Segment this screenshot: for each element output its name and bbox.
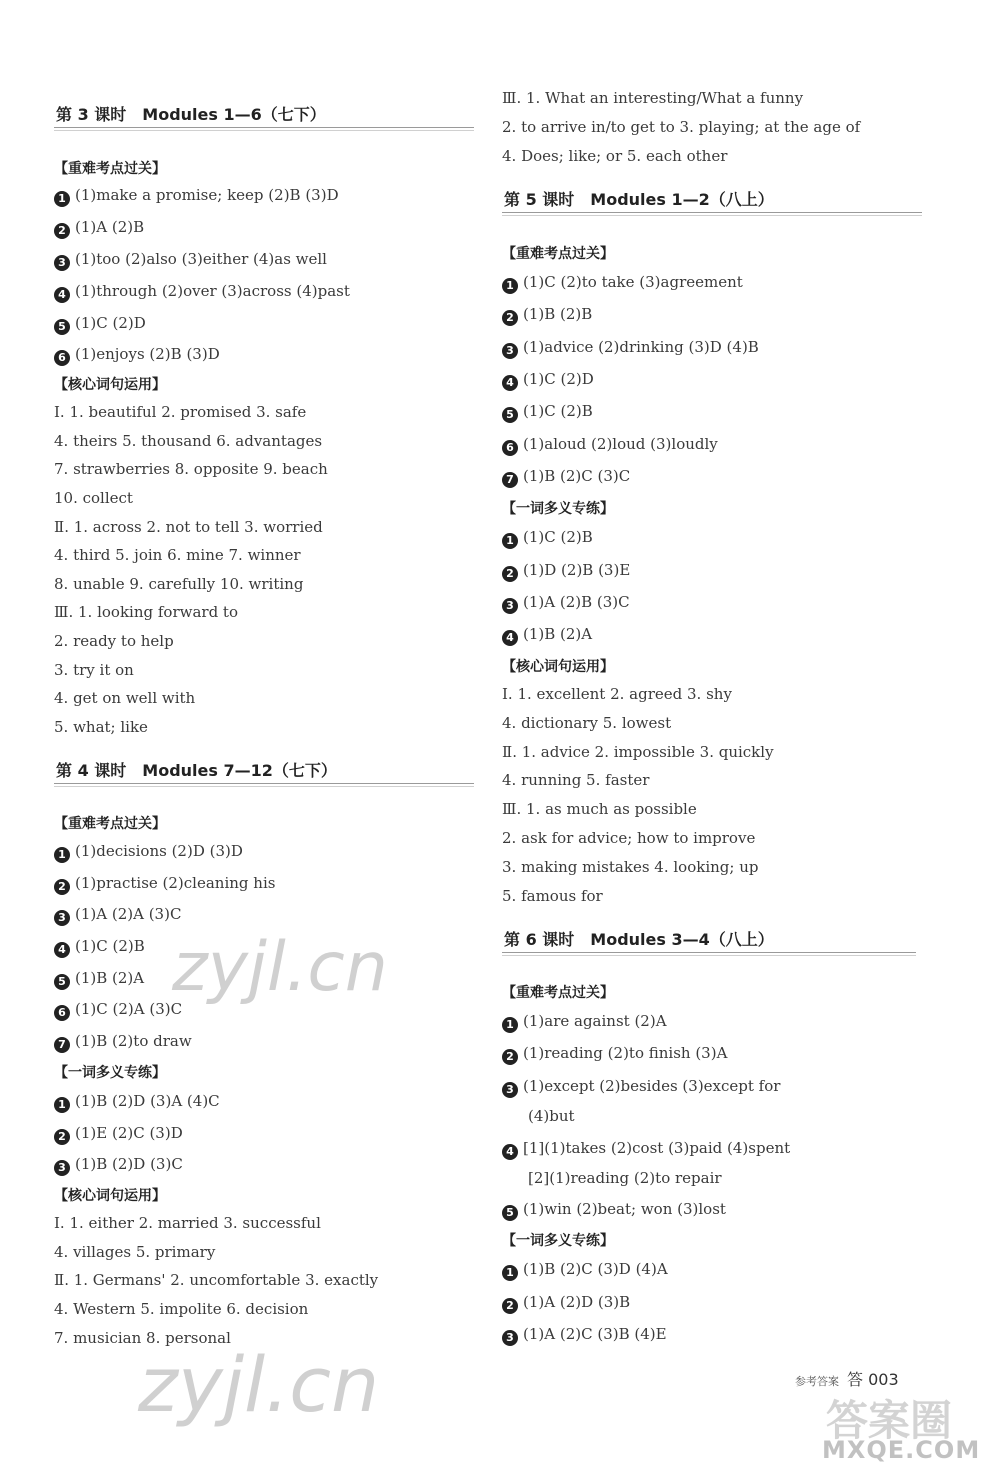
lesson4-modules: Modules 7—12（七下）	[142, 761, 337, 780]
list-item	[54, 968, 144, 990]
item-text: (1)make a promise; keep (2)B (3)D	[75, 186, 339, 204]
item-number-badge: 4	[54, 287, 70, 303]
item-number-badge: 4	[502, 375, 518, 391]
item-text: (1)win (2)beat; won (3)lost	[523, 1200, 726, 1218]
item-number-badge: 6	[54, 1005, 70, 1021]
lesson3-title: 第 3 课时	[56, 105, 127, 124]
text-line: 3. try it on	[54, 661, 134, 679]
list-item	[502, 401, 593, 423]
item-text: (1)practise (2)cleaning his	[75, 874, 276, 892]
lesson4-heading	[56, 758, 337, 781]
list-item	[54, 1154, 183, 1176]
text-line: 7. musician 8. personal	[54, 1329, 231, 1347]
item-text: (1)A (2)B (3)C	[523, 593, 630, 611]
item-text: (1)decisions (2)D (3)D	[75, 842, 243, 860]
item-number-badge: 3	[54, 1160, 70, 1176]
list-item	[502, 1011, 667, 1033]
list-item	[502, 337, 759, 359]
item-text: (1)B (2)D (3)C	[75, 1155, 183, 1173]
list-item	[502, 466, 630, 488]
text-line: 5. what; like	[54, 718, 148, 736]
list-item	[502, 434, 718, 456]
text-line: Ⅲ. 1. looking forward to	[54, 603, 238, 621]
text-line: 4. theirs 5. thousand 6. advantages	[54, 432, 323, 450]
list-item	[502, 369, 594, 391]
item-number-badge: 2	[54, 879, 70, 895]
item-text: (1)C (2)to take (3)agreement	[523, 273, 743, 291]
item-text: (1)B (2)A	[523, 625, 593, 643]
item-text: (1)A (2)B	[75, 218, 145, 236]
item-text: (1)A (2)D (3)B	[523, 1293, 631, 1311]
item-number-badge: 2	[502, 566, 518, 582]
text-line: Ⅰ. 1. beautiful 2. promised 3. safe	[54, 403, 307, 421]
list-item	[54, 344, 220, 366]
list-item-continuation: [2](1)reading (2)to repair	[528, 1169, 722, 1187]
list-item	[54, 217, 144, 239]
item-number-badge: 5	[502, 407, 518, 423]
item-number-badge: 3	[502, 343, 518, 359]
text-line: 4. third 5. join 6. mine 7. winner	[54, 546, 301, 564]
list-item	[502, 1138, 790, 1160]
text-line: 8. unable 9. carefully 10. writing	[54, 575, 304, 593]
section-label: 【重难考点过关】	[502, 985, 614, 1001]
item-number-badge: 6	[54, 350, 70, 366]
lesson5-title: 第 5 课时	[504, 190, 575, 209]
text-line: Ⅱ. 1. Germans' 2. uncomfortable 3. exactly	[54, 1271, 379, 1289]
text-line: 2. to arrive in/to get to 3. playing; at the age of	[502, 118, 861, 136]
lesson4-rule	[54, 783, 474, 784]
item-number-badge: 1	[502, 1017, 518, 1033]
item-number-badge: 1	[54, 847, 70, 863]
watermark-text: zyjl.cn	[172, 928, 388, 1007]
list-item	[54, 873, 275, 895]
section-label: 【一词多义专练】	[502, 501, 614, 517]
section-label: 【核心词句运用】	[502, 659, 614, 675]
list-item	[502, 1076, 780, 1098]
lesson5-rule-thin	[502, 215, 922, 216]
item-text: (1)E (2)C (3)D	[75, 1124, 183, 1142]
list-item	[502, 527, 593, 549]
lesson3-modules: Modules 1—6（七下）	[142, 105, 326, 124]
lesson5-heading	[504, 187, 774, 210]
list-item	[502, 272, 743, 294]
item-number-badge: 2	[502, 1049, 518, 1065]
list-item	[502, 560, 630, 582]
text-line: 4. Does; like; or 5. each other	[502, 147, 728, 165]
item-text: (1)through (2)over (3)across (4)past	[75, 282, 350, 300]
list-item	[502, 592, 630, 614]
list-item	[502, 1043, 727, 1065]
text-line: Ⅰ. 1. excellent 2. agreed 3. shy	[502, 685, 732, 703]
item-text: (1)D (2)B (3)E	[523, 561, 631, 579]
section-label: 【重难考点过关】	[502, 246, 614, 262]
lesson6-title: 第 6 课时	[504, 930, 575, 949]
lesson5-modules: Modules 1—2（八上）	[590, 190, 774, 209]
list-item	[54, 1091, 220, 1113]
section-label: 【核心词句运用】	[54, 1188, 166, 1204]
section-label: 【一词多义专练】	[502, 1233, 614, 1249]
lesson3-rule-thin	[54, 130, 474, 131]
list-item	[502, 1199, 726, 1221]
item-number-badge: 4	[54, 942, 70, 958]
item-number-badge: 6	[502, 440, 518, 456]
list-item	[502, 1259, 668, 1281]
list-item	[54, 936, 145, 958]
item-text: (1)C (2)A (3)C	[75, 1000, 183, 1018]
item-number-badge: 7	[54, 1037, 70, 1053]
lesson6-heading	[504, 927, 774, 950]
text-line: 2. ask for advice; how to improve	[502, 829, 756, 847]
page-footer	[795, 1367, 899, 1390]
list-item	[54, 281, 350, 303]
list-item	[502, 624, 592, 646]
lesson3-rule	[54, 127, 474, 128]
list-item	[54, 185, 339, 207]
item-number-badge: 4	[502, 630, 518, 646]
item-text: (1)are against (2)A	[523, 1012, 667, 1030]
list-item	[54, 313, 146, 335]
text-line: Ⅲ. 1. as much as possible	[502, 800, 697, 818]
brand-watermark: 答案圈	[826, 1396, 953, 1445]
section-label: 【核心词句运用】	[54, 377, 166, 393]
item-number-badge: 3	[54, 910, 70, 926]
item-number-badge: 2	[502, 310, 518, 326]
lesson5-rule	[502, 212, 922, 213]
item-text: (1)B (2)C (3)C	[523, 467, 631, 485]
item-text: (1)advice (2)drinking (3)D (4)B	[523, 338, 759, 356]
item-text: (1)C (2)D	[75, 314, 146, 332]
list-item	[54, 841, 243, 863]
lesson6-rule-thin	[502, 955, 916, 956]
item-text: (1)B (2)D (3)A (4)C	[75, 1092, 220, 1110]
item-number-badge: 1	[502, 1265, 518, 1281]
item-number-badge: 5	[54, 319, 70, 335]
item-number-badge: 5	[502, 1205, 518, 1221]
list-item	[54, 999, 182, 1021]
item-number-badge: 1	[54, 1097, 70, 1113]
item-text: (1)A (2)A (3)C	[75, 905, 182, 923]
text-line: 4. villages 5. primary	[54, 1243, 216, 1261]
item-text: (1)B (2)A	[75, 969, 145, 987]
text-line: 4. running 5. faster	[502, 771, 650, 789]
text-line: 3. making mistakes 4. looking; up	[502, 858, 759, 876]
item-number-badge: 5	[54, 974, 70, 990]
list-item	[54, 1123, 183, 1145]
text-line: Ⅲ. 1. What an interesting/What a funny	[502, 89, 804, 107]
item-text: (1)aloud (2)loud (3)loudly	[523, 435, 718, 453]
item-number-badge: 3	[502, 1082, 518, 1098]
item-number-badge: 7	[502, 472, 518, 488]
text-line: 4. get on well with	[54, 689, 196, 707]
text-line: Ⅰ. 1. either 2. married 3. successful	[54, 1214, 321, 1232]
page-number: 答 003	[847, 1370, 899, 1389]
section-label: 【重难考点过关】	[54, 816, 166, 832]
item-text: (1)except (2)besides (3)except for	[523, 1077, 781, 1095]
item-text: (1)reading (2)to finish (3)A	[523, 1044, 728, 1062]
item-text: (1)B (2)to draw	[75, 1032, 192, 1050]
item-text: (1)A (2)C (3)B (4)E	[523, 1325, 667, 1343]
item-number-badge: 1	[502, 533, 518, 549]
item-number-badge: 2	[502, 1298, 518, 1314]
lesson6-modules: Modules 3—4（八上）	[590, 930, 774, 949]
footer-label: 参考答案	[795, 1375, 839, 1388]
item-number-badge: 3	[54, 255, 70, 271]
text-line: Ⅱ. 1. across 2. not to tell 3. worried	[54, 518, 323, 536]
text-line: 10. collect	[54, 489, 133, 507]
list-item	[502, 1324, 667, 1346]
text-line: 4. Western 5. impolite 6. decision	[54, 1300, 309, 1318]
text-line: 5. famous for	[502, 887, 603, 905]
text-line: Ⅱ. 1. advice 2. impossible 3. quickly	[502, 743, 774, 761]
item-text: (1)B (2)C (3)D (4)A	[523, 1260, 668, 1278]
lesson4-rule-thin	[54, 786, 474, 787]
section-label: 【一词多义专练】	[54, 1065, 166, 1081]
lesson6-rule	[502, 952, 916, 953]
watermark-text: zyjl.cn	[138, 1340, 380, 1429]
text-line: 7. strawberries 8. opposite 9. beach	[54, 460, 328, 478]
item-number-badge: 2	[54, 223, 70, 239]
item-text: (1)C (2)D	[523, 370, 594, 388]
list-item	[502, 1292, 630, 1314]
item-text: (1)B (2)B	[523, 305, 593, 323]
item-number-badge: 1	[502, 278, 518, 294]
list-item	[54, 1031, 192, 1053]
item-text: (1)C (2)B	[523, 402, 593, 420]
item-text: [1](1)takes (2)cost (3)paid (4)spent	[523, 1139, 791, 1157]
list-item	[54, 904, 181, 926]
brand-url-watermark: MXQE.COM	[822, 1436, 981, 1464]
item-number-badge: 4	[502, 1144, 518, 1160]
item-text: (1)too (2)also (3)either (4)as well	[75, 250, 327, 268]
item-number-badge: 2	[54, 1129, 70, 1145]
text-line: 2. ready to help	[54, 632, 174, 650]
section-label: 【重难考点过关】	[54, 161, 166, 177]
item-text: (1)enjoys (2)B (3)D	[75, 345, 220, 363]
list-item	[54, 249, 327, 271]
item-text: (1)C (2)B	[523, 528, 593, 546]
item-text: (1)C (2)B	[75, 937, 145, 955]
lesson4-title: 第 4 课时	[56, 761, 127, 780]
lesson3-heading	[56, 102, 326, 125]
item-number-badge: 3	[502, 598, 518, 614]
list-item-continuation: (4)but	[528, 1107, 575, 1125]
text-line: 4. dictionary 5. lowest	[502, 714, 672, 732]
item-number-badge: 1	[54, 191, 70, 207]
item-number-badge: 3	[502, 1330, 518, 1346]
list-item	[502, 304, 592, 326]
